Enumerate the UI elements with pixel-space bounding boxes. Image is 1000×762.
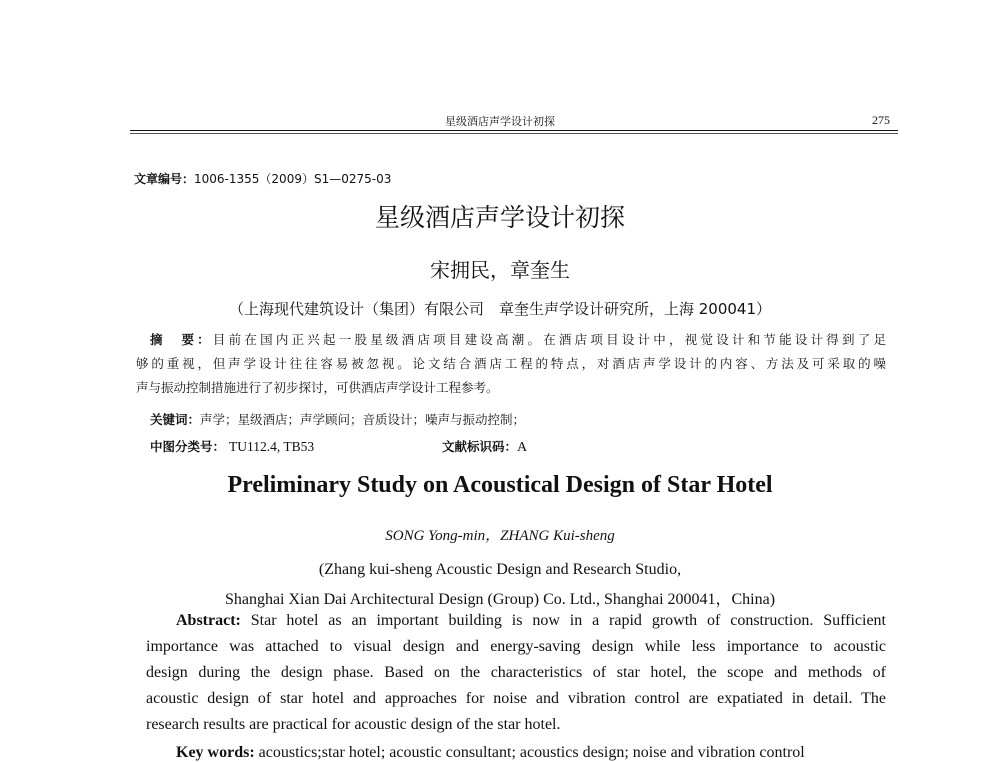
- header-rule-thin: [130, 133, 898, 134]
- en-abstract-line-4: acoustic design of star hotel and approaches for noise and vibration control are expatiated in detail. The: [146, 690, 886, 707]
- cn-abstract-line-3: 声与振动控制措施进行了初步探讨，可供酒店声学设计工程参考。: [136, 380, 499, 395]
- en-abstract-label: Abstract:: [176, 612, 241, 629]
- cn-keywords-text: 声学；星级酒店；声学顾问；音质设计；噪声与振动控制；: [200, 412, 526, 427]
- cn-doc-code-label: 文献标识码：: [442, 439, 518, 454]
- cn-doc-code-value: A: [517, 440, 528, 455]
- en-affiliation-line-1: (Zhang kui-sheng Acoustic Design and Research Studio,: [318, 561, 682, 578]
- cn-abstract-text: 目前在国内正兴起一股星级酒店项目建设高潮。在酒店项目设计中，视觉设计和节能设计得到了足: [212, 332, 886, 347]
- running-title: 星级酒店声学设计初探: [445, 115, 555, 128]
- en-abstract-line-3: design during the design phase. Based on the characteristics of star hotel, the scope and methods of: [146, 664, 886, 681]
- en-keywords-text: acoustics;star hotel; acoustic consultant; acoustics design; noise and vibration control: [258, 744, 805, 761]
- en-abstract-line-5: research results are practical for acoustic design of the star hotel.: [146, 716, 561, 733]
- cn-title: 星级酒店声学设计初探: [374, 203, 625, 232]
- cn-doc-code: [442, 437, 527, 456]
- article-number-value: 1006-1355（2009）S1—0275-03: [194, 172, 392, 186]
- header-rule: [130, 130, 898, 131]
- en-keywords: [176, 744, 916, 762]
- en-title: Preliminary Study on Acoustical Design of Star Hotel: [227, 472, 773, 498]
- cn-clc-value: TU112.4, TB53: [229, 439, 315, 454]
- cn-abstract-line-1: [150, 330, 886, 348]
- en-abstract-line-2: importance was attached to visual design and energy-saving design while less importance to acoustic: [146, 638, 886, 655]
- cn-authors: 宋拥民，章奎生: [430, 258, 570, 282]
- en-affiliation-line-2: Shanghai Xian Dai Architectural Design (Group) Co. Ltd., Shanghai 200041，China): [224, 591, 776, 608]
- en-keywords-label: Key words:: [176, 744, 255, 761]
- article-number: [134, 170, 391, 187]
- en-abstract-text: Star hotel as an important building is now in a rapid growth of construction. Sufficient: [250, 612, 887, 629]
- cn-affiliation: （上海现代建筑设计（集团）有限公司 章奎生声学设计研究所，上海 200041）: [228, 300, 772, 318]
- cn-abstract-label: 摘 要：: [150, 332, 213, 347]
- page-number: 275: [872, 113, 890, 127]
- en-abstract-line-1: [176, 612, 886, 630]
- cn-keywords-label: 关键词：: [150, 412, 201, 427]
- cn-clc: [150, 437, 314, 455]
- cn-abstract-line-2: 够的重视，但声学设计往往容易被忽视。论文结合酒店工程的特点，对酒店声学设计的内容、方法及可采取的噪: [136, 356, 886, 371]
- cn-clc-label: 中图分类号：: [150, 439, 226, 454]
- article-number-label: 文章编号：: [134, 172, 195, 186]
- cn-keywords: [150, 410, 525, 428]
- en-authors: SONG Yong-min，ZHANG Kui-sheng: [385, 528, 615, 544]
